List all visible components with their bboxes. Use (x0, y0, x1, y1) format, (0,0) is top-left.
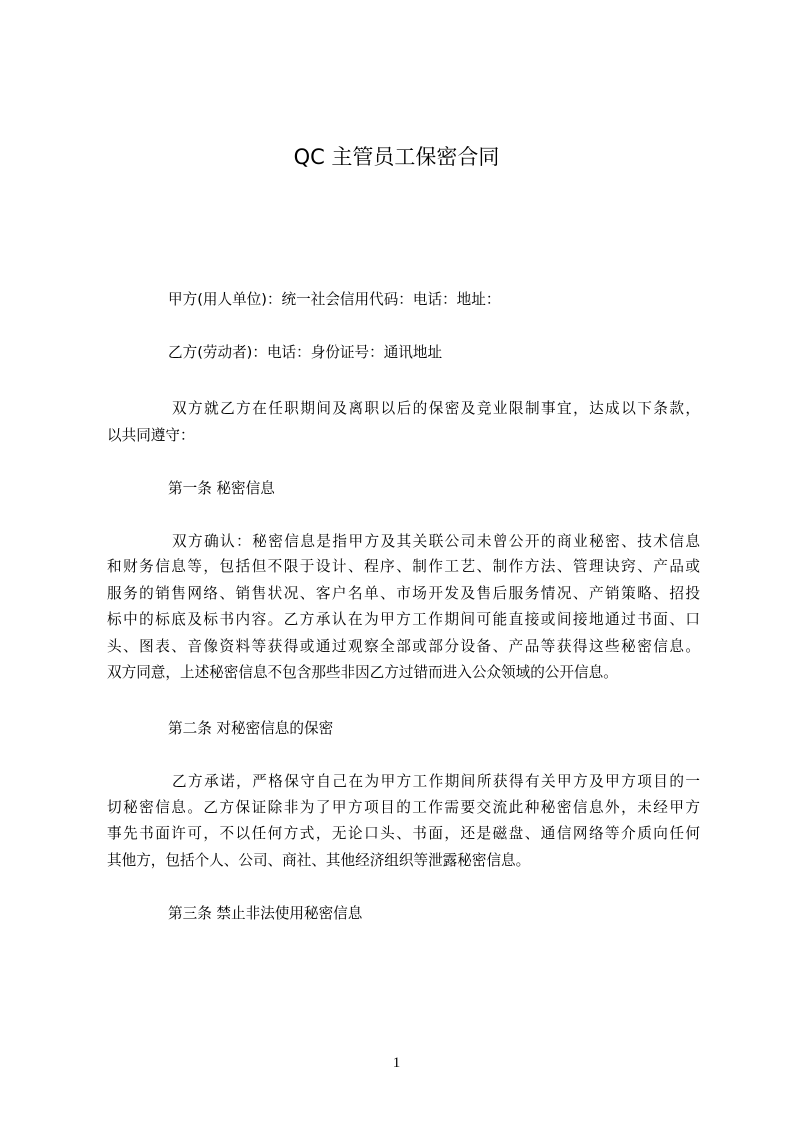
article-heading: 第二条 对秘密信息的保密 (168, 720, 334, 737)
article-heading: 第三条 禁止非法使用秘密信息 (168, 905, 363, 922)
article-line: 头、图表、音像资料等获得或通过观察全部或部分设备、产品等获得这些秘密信息。 (107, 638, 700, 655)
document-title: QC 主管员工保密合同 (293, 145, 500, 169)
article-line: 双方同意，上述秘密信息不包含那些非因乙方过错而进入公众领域的公开信息。 (107, 664, 618, 681)
page-number: 1 (392, 1055, 401, 1071)
article-line: 切秘密信息。乙方保证除非为了甲方项目的工作需要交流此种秘密信息外，未经甲方 (107, 799, 700, 816)
article-line: 事先书面许可，不以任何方式，无论口头、书面，还是磁盘、通信网络等介质向任何 (107, 825, 700, 842)
article-line: 服务的销售网络、销售状况、客户名单、市场开发及售后服务情况、产销策略、招投 (107, 585, 700, 602)
intro-line: 以共同遵守： (107, 427, 195, 444)
article-heading: 第一条 秘密信息 (168, 480, 275, 497)
party-a-line: 甲方(用人单位)：统一社会信用代码：电话：地址： (168, 291, 501, 308)
intro-line: 双方就乙方在任职期间及离职以后的保密及竞业限制事宜，达成以下条款， (172, 400, 700, 417)
article-line: 标中的标底及标书内容。乙方承认在为甲方工作期间可能直接或间接地通过书面、口 (107, 611, 700, 628)
article-line: 双方确认：秘密信息是指甲方及其关联公司未曾公开的商业秘密、技术信息 (172, 533, 700, 550)
article-line: 乙方承诺，严格保守自己在为甲方工作期间所获得有关甲方及甲方项目的一 (172, 773, 700, 790)
article-line: 其他方，包括个人、公司、商社、其他经济组织等泄露秘密信息。 (107, 852, 531, 869)
party-b-line: 乙方(劳动者)：电话：身份证号：通讯地址 (168, 344, 443, 361)
article-line: 和财务信息等，包括但不限于设计、程序、制作工艺、制作方法、管理诀窍、产品或 (107, 558, 700, 575)
